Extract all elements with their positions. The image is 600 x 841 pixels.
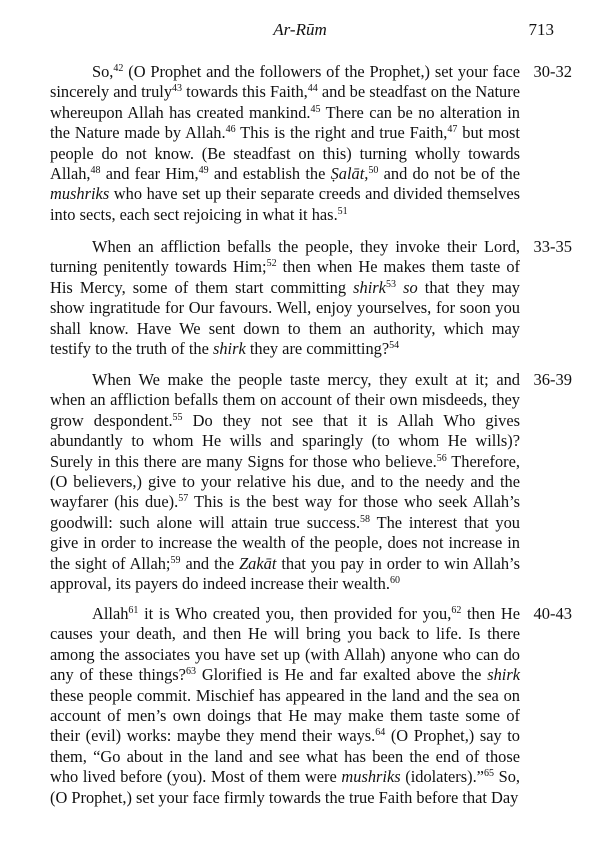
text-run: (O Prophet,) set your face firmly towards the true Faith before that Day <box>50 787 519 807</box>
text-line <box>50 452 520 472</box>
text-run: then He <box>461 604 520 623</box>
text-run: that they may <box>417 277 521 297</box>
text-line <box>50 574 520 594</box>
text-line <box>50 298 520 318</box>
text-run: but most <box>457 123 520 143</box>
text-run: The interest that you <box>370 512 520 532</box>
text-line <box>50 533 520 553</box>
text-line <box>50 686 520 706</box>
text-line <box>50 706 520 726</box>
footnote-marker: 56 <box>436 452 447 464</box>
text-run: among the associates you have set up (with Allah) anyone who can do <box>50 644 520 664</box>
text-run: their (evil) works: maybe they mend their ways. <box>50 726 376 746</box>
footnote-marker: 61 <box>128 605 139 616</box>
text-line <box>50 665 520 685</box>
text-line <box>50 390 520 410</box>
text-line <box>50 184 520 204</box>
text-line <box>50 513 520 533</box>
text-run: Allah, <box>50 164 91 184</box>
text-run: Therefore, <box>446 451 520 471</box>
text-run: them, “Go about in the land and see what has been the end of those <box>50 746 520 766</box>
text-run: sincerely and truly <box>50 82 173 102</box>
text-run: So, <box>92 62 114 81</box>
footnote-marker: 43 <box>172 83 183 95</box>
text-run: these people commit. Mischief has appeared in the land and the sea on <box>50 685 520 705</box>
text-run: and the <box>180 553 240 573</box>
chapter-title: Ar-Rūm <box>273 20 327 39</box>
text-line <box>50 278 520 298</box>
footnote-marker: 46 <box>225 124 236 136</box>
italic-term: mushriks <box>50 184 110 204</box>
verse-reference: 30-32 <box>533 62 572 81</box>
text-run: people do not know. (Be steadfast on this) turning wholly towards <box>50 143 520 163</box>
text-line <box>50 604 520 624</box>
verse-reference: 36-39 <box>533 370 572 389</box>
text-line <box>50 747 520 767</box>
text-run: that you pay in order to win Allah’s <box>276 553 520 573</box>
footnote-marker: 60 <box>389 575 400 587</box>
footnote-marker: 42 <box>113 63 124 74</box>
text-run: grow despondent. <box>50 410 173 430</box>
text-line <box>50 411 520 431</box>
footnote-marker: 49 <box>198 165 209 177</box>
text-run: any of these things? <box>50 665 186 685</box>
footnote-marker: 62 <box>451 605 462 616</box>
text-run: approval, its payers do indeed increase their wealth. <box>50 574 390 594</box>
text-line <box>50 205 520 225</box>
paragraph <box>50 62 520 225</box>
text-run: This is the best way for those who seek Allah’s <box>188 492 520 512</box>
page-number: 713 <box>528 20 554 39</box>
text-run: give in order to increase the wealth of the people, does not increase in <box>50 533 520 553</box>
footnote-marker: 54 <box>389 340 400 352</box>
text-run: the Nature made by Allah. <box>50 123 226 143</box>
text-run: (idolaters).” <box>400 767 484 787</box>
text-run: shall know. Have We sent down to them an authority, which may <box>50 318 520 338</box>
italic-term: Zakāt <box>239 553 277 573</box>
footnote-marker: 52 <box>266 258 277 270</box>
text-line <box>50 554 520 574</box>
footnote-marker: 45 <box>310 103 321 115</box>
text-run: show ingratitude for Our favours. Well, enjoy yourselves, for soon you <box>50 298 520 318</box>
text-run: they are committing? <box>245 339 390 359</box>
text-line <box>50 144 520 164</box>
footnote-marker: 57 <box>178 493 189 505</box>
text-line <box>50 645 520 665</box>
text-run: (O Prophet,) say to <box>385 726 520 746</box>
footnote-marker: 48 <box>90 165 101 177</box>
text-line <box>50 370 520 390</box>
text-run: who have set up their separate creeds and divided themselves <box>109 184 520 204</box>
text-run: and be steadfast on the Nature <box>317 82 520 102</box>
text-line <box>50 788 520 808</box>
paragraph <box>50 370 520 594</box>
italic-term: shirk <box>487 665 521 685</box>
text-run: When We make the people taste mercy, they exult at it; and <box>92 370 520 389</box>
text-run: when an affliction befalls them on account of their own misdeeds, they <box>50 390 520 410</box>
italic-term: so <box>395 277 418 297</box>
text-run: account of men’s own doings that He may make them taste some of <box>50 706 520 726</box>
text-line <box>50 164 520 184</box>
text-line <box>50 431 520 451</box>
text-line <box>50 123 520 143</box>
text-run: causes your death, and then He will bring you back to life. Is there <box>50 624 520 644</box>
text-line <box>50 339 520 359</box>
text-run: Allah <box>92 604 129 623</box>
text-run: turning penitently towards Him; <box>50 257 267 277</box>
text-line <box>50 62 520 82</box>
italic-term: mushriks <box>341 767 401 787</box>
paragraph <box>50 237 520 359</box>
verse-reference: 33-35 <box>533 237 572 256</box>
text-run: (O Prophet and the followers of the Prophet,) set your face <box>123 62 520 81</box>
text-line <box>50 624 520 644</box>
text-run: towards this Faith, <box>182 82 308 102</box>
footnote-marker: 64 <box>375 727 386 739</box>
footnote-marker: 58 <box>360 513 371 525</box>
text-run: testify to the truth of the <box>50 339 213 359</box>
text-line <box>50 726 520 746</box>
paragraph <box>50 604 520 808</box>
text-run: wayfarer (his due). <box>50 492 179 512</box>
footnote-marker: 59 <box>170 554 181 566</box>
footnote-marker: 63 <box>185 666 196 678</box>
footnote-marker: 65 <box>483 768 494 780</box>
text-run: When an affliction befalls the people, they invoke their Lord, <box>92 237 520 256</box>
footnote-marker: 55 <box>172 411 183 423</box>
text-run: There can be no alteration in <box>320 102 520 122</box>
text-run: goodwill: such alone will attain true success. <box>50 512 361 532</box>
text-run: whereupon Allah has created mankind. <box>50 102 311 122</box>
footnote-marker: 50 <box>368 165 379 177</box>
footnote-marker: 44 <box>307 83 318 95</box>
text-run: abundantly to whom He wills and sparingly (to whom He wills)? <box>50 431 520 451</box>
footnote-marker: 47 <box>447 124 458 136</box>
text-run: it is Who created you, then provided for you, <box>138 604 452 623</box>
text-run: Surely in this there are many Signs for those who believe. <box>50 451 437 471</box>
text-run: and fear Him, <box>100 164 199 184</box>
text-run: Glorified is He and far exalted above the <box>195 665 488 685</box>
text-run: Do they not see that it is Allah Who gives <box>182 410 520 430</box>
verse-reference: 40-43 <box>533 604 572 623</box>
text-line <box>50 257 520 277</box>
italic-term: shirk <box>353 277 386 297</box>
text-run: His Mercy, some of them start committing <box>50 277 354 297</box>
italic-term: shirk <box>212 339 246 359</box>
text-run: who lived before (you). Most of them were <box>50 767 342 787</box>
text-line <box>50 82 520 102</box>
text-line <box>50 103 520 123</box>
text-run: into sects, each sect rejoicing in what it has. <box>50 204 338 224</box>
text-line <box>50 492 520 512</box>
text-run: This is the right and true Faith, <box>235 123 448 143</box>
text-run: then when He makes them taste of <box>276 257 520 277</box>
text-run: So, <box>493 767 520 787</box>
text-line <box>50 472 520 492</box>
footnote-marker: 51 <box>337 205 348 217</box>
footnote-marker: 53 <box>385 278 396 290</box>
text-run: and establish the <box>208 164 331 184</box>
text-line <box>50 237 520 257</box>
text-line <box>50 319 520 339</box>
text-line <box>50 767 520 787</box>
text-run: and do not be of the <box>378 164 520 184</box>
italic-term: Ṣalāt, <box>330 164 369 184</box>
text-run: the sight of Allah; <box>50 553 171 573</box>
text-run: (O believers,) give to your relative his due, and to the needy and the <box>50 472 520 492</box>
